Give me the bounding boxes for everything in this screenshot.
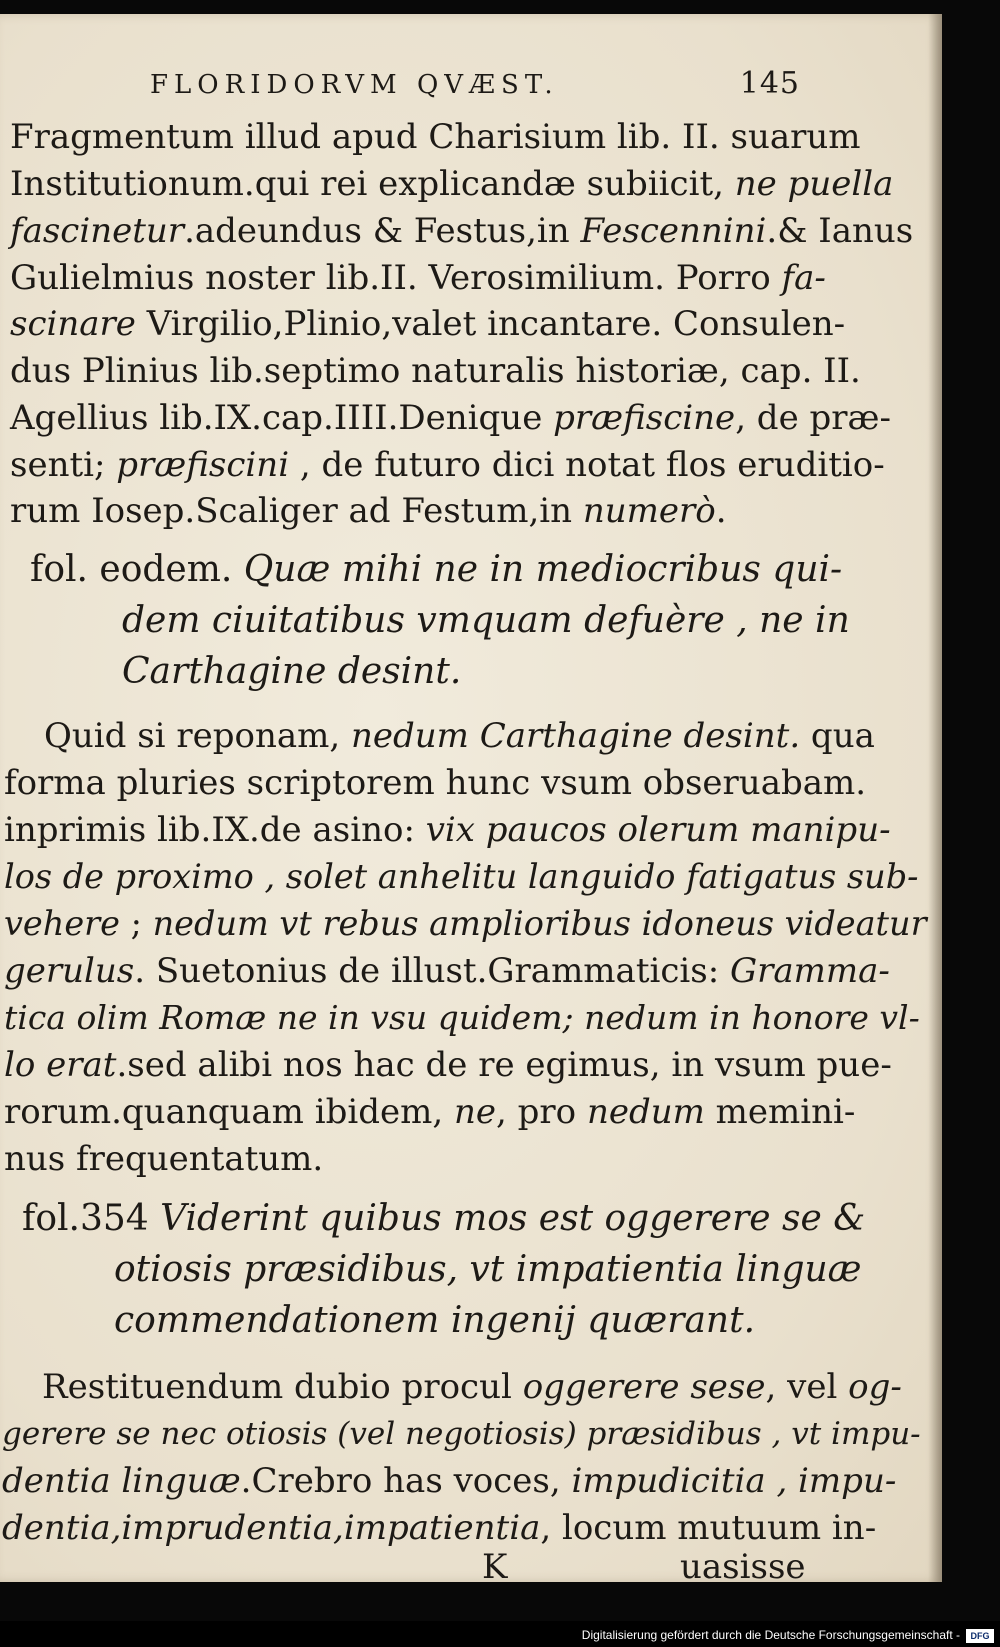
italic-text: nedum — [586, 1092, 705, 1132]
roman-text: fol.354 — [22, 1198, 161, 1239]
text-line — [44, 716, 875, 756]
text-line — [10, 117, 861, 157]
roman-text: Gulielmius noster lib.II. Verosimilium. Porro — [10, 258, 782, 298]
roman-text: inprimis lib.IX.de asino: — [4, 810, 426, 850]
roman-text: rum Iosep.Scaliger ad Festum,in — [10, 491, 583, 531]
italic-text: vix paucos olerum manipu- — [425, 810, 891, 850]
text-line — [4, 1092, 856, 1132]
text-line — [10, 211, 914, 251]
italic-text: dentia linguæ — [2, 1461, 241, 1501]
roman-text: Fragmentum illud apud Charisium lib. II. suarum — [10, 117, 861, 157]
italic-text: oggerere sese — [522, 1367, 766, 1407]
roman-text: , de futuro dici notat flos eruditio- — [289, 445, 885, 485]
lemma-line — [22, 1198, 866, 1239]
roman-text: senti; — [10, 445, 117, 485]
italic-text: Gramma- — [729, 951, 890, 991]
roman-text: , vel — [765, 1367, 849, 1407]
text-line — [10, 351, 861, 391]
italic-text: Fescennini — [580, 211, 767, 251]
roman-text: Agellius lib.IX.cap.IIII.Denique — [10, 398, 554, 438]
roman-text: dus Plinius lib.septimo naturalis historiæ, cap. II. — [10, 351, 861, 391]
text-line — [2, 1414, 921, 1454]
text-line — [4, 904, 927, 944]
italic-text: præfiscini — [116, 445, 290, 485]
italic-text: fa- — [781, 258, 826, 298]
roman-text: Restituendum dubio procul — [42, 1367, 523, 1407]
roman-text: forma pluries scriptorem hunc vsum obseruabam. — [4, 763, 867, 803]
italic-text: otiosis præsidibus, vt impatientia linguæ — [114, 1249, 862, 1290]
italic-text: ne puella — [734, 164, 894, 204]
text-line — [4, 857, 919, 897]
funding-credit: Digitalisierung gefördert durch die Deutsche Forschungsgemeinschaft - — [581, 1628, 960, 1642]
roman-text: . Suetonius de illust.Grammaticis: — [134, 951, 730, 991]
roman-text: , locum mutuum in- — [540, 1508, 877, 1548]
italic-text: gerere se nec otiosis (vel negotiosis) præsidibus , vt impu- — [2, 1416, 921, 1452]
italic-text: ne — [454, 1092, 497, 1132]
roman-text: .Crebro has voces, — [240, 1461, 572, 1501]
italic-text: vehere — [4, 904, 120, 943]
italic-text: scinare — [10, 304, 136, 344]
roman-text: qua — [800, 716, 875, 756]
text-line — [10, 304, 846, 344]
roman-text: memini- — [704, 1092, 856, 1132]
roman-text: rorum.quanquam ibidem, — [4, 1092, 454, 1132]
roman-text: Institutionum.qui rei explicandæ subiicit, — [10, 164, 735, 204]
italic-text: numerò — [582, 491, 716, 531]
text-line — [2, 1461, 897, 1501]
text-line — [10, 258, 826, 298]
text-line — [42, 1367, 902, 1407]
text-line — [4, 1045, 892, 1085]
roman-text: .& Ianus — [766, 211, 914, 251]
text-line — [4, 1139, 804, 1179]
page-number: 145 — [739, 66, 800, 101]
lemma-line — [122, 652, 922, 692]
text-line — [10, 445, 885, 485]
roman-text: . — [715, 491, 727, 531]
lemma-line — [122, 601, 922, 641]
text-line — [10, 491, 810, 531]
roman-text: Virgilio,Plinio,valet incantare. Consulen- — [135, 304, 846, 344]
italic-text: nedum vt rebus amplioribus idoneus videatur — [152, 904, 927, 943]
italic-text: impudicitia , impu- — [571, 1461, 897, 1501]
text-line — [4, 998, 920, 1038]
text-line — [2, 1508, 877, 1548]
lemma-line — [114, 1250, 914, 1290]
text-line — [4, 763, 867, 803]
roman-text: fol. eodem. — [30, 549, 244, 590]
italic-text: dem ciuitatibus vmquam defuère , ne in — [122, 600, 850, 641]
book-page — [0, 14, 942, 1587]
italic-text: commendationem ingenij quærant. — [114, 1300, 756, 1341]
dfg-logo-icon: DFG — [966, 1629, 994, 1643]
italic-text: los de proximo , solet anhelitu languido fatigatus sub- — [4, 857, 919, 896]
text-line — [4, 810, 891, 850]
roman-text: , pro — [496, 1092, 587, 1132]
italic-text: fascinetur — [10, 211, 185, 251]
italic-text: lo erat — [4, 1045, 117, 1085]
text-line — [10, 164, 894, 204]
roman-text: , de præ- — [735, 398, 891, 438]
italic-text: dentia,imprudentia,impatientia — [2, 1508, 541, 1548]
roman-text: Quid si reponam, — [44, 716, 351, 756]
catchword: uasisse — [680, 1547, 806, 1587]
signature-mark: K — [482, 1547, 508, 1587]
italic-text: Viderint quibus mos est oggerere se & — [160, 1198, 866, 1239]
running-head — [150, 66, 800, 110]
italic-text: og- — [848, 1367, 902, 1407]
roman-text: nus frequentatum. — [4, 1139, 324, 1179]
roman-text: .sed alibi nos hac de re egimus, in vsum pue- — [116, 1045, 892, 1085]
italic-text: nedum Carthagine desint. — [350, 716, 801, 756]
italic-text: Carthagine desint. — [122, 651, 462, 692]
running-title: FLORIDORVM QVÆST. — [150, 70, 559, 100]
roman-text: ; — [120, 904, 153, 943]
lemma-line — [30, 549, 843, 590]
lemma-line — [114, 1301, 914, 1341]
italic-text: Quæ mihi ne in mediocribus qui- — [243, 549, 843, 590]
text-line — [4, 951, 890, 991]
footer-bar — [0, 1621, 1000, 1647]
italic-text: gerulus — [4, 951, 135, 991]
roman-text: .adeundus & Festus,in — [184, 211, 581, 251]
text-line — [10, 398, 891, 438]
italic-text: præfiscine — [553, 398, 736, 438]
italic-text: tica olim Romæ ne in vsu quidem; nedum in honore vl- — [4, 998, 920, 1037]
